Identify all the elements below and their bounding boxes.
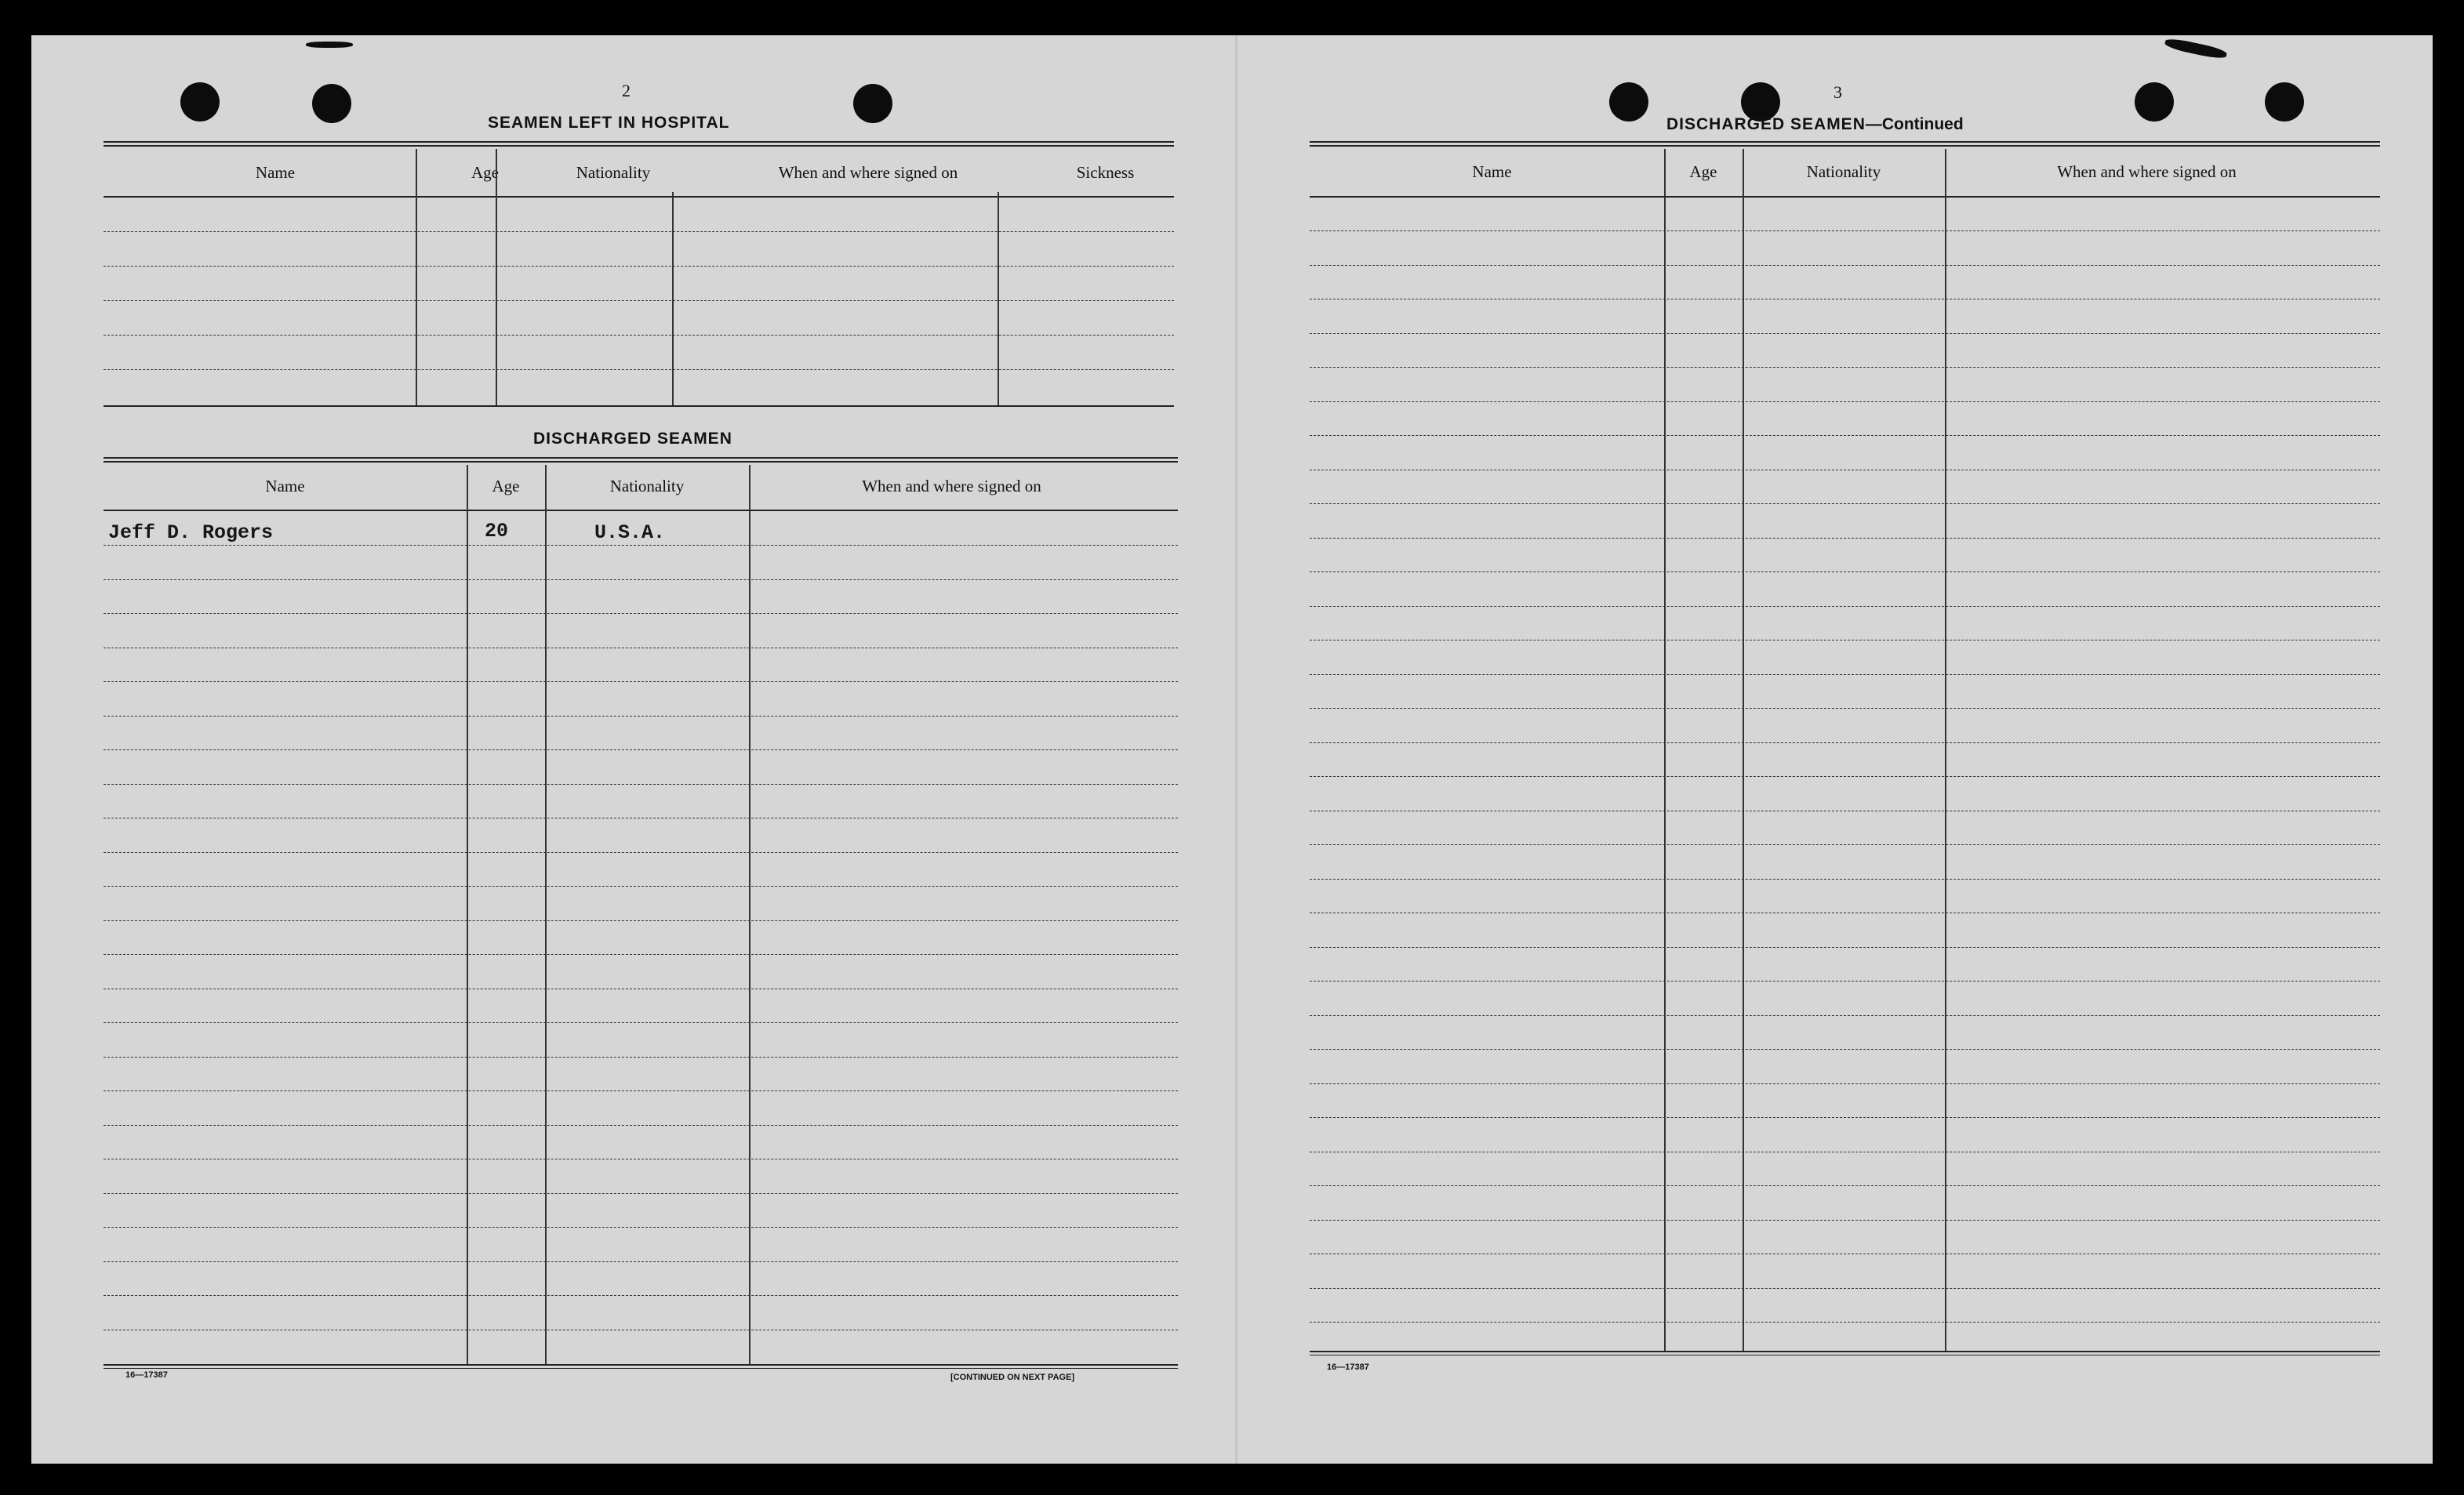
seaman-name: Jeff D. Rogers [108, 521, 274, 544]
ruled-line [1310, 879, 2380, 880]
column-header: Age [471, 163, 499, 182]
column-header: When and where signed on [2057, 162, 2237, 181]
column-header: Nationality [576, 163, 651, 182]
column-header: Age [492, 477, 520, 495]
ruled-line [1310, 1322, 2380, 1323]
ruled-line [104, 266, 1174, 267]
column-header: Nationality [609, 477, 685, 495]
ruled-line [104, 1295, 1178, 1296]
ruled-line [1310, 1117, 2380, 1118]
ruled-line [104, 335, 1174, 336]
ruled-line [104, 369, 1174, 370]
ruled-line [104, 886, 1178, 887]
punch-hole [2265, 82, 2304, 122]
column-header: When and where signed on [862, 477, 1041, 495]
ruled-line [104, 545, 1178, 546]
ruled-line [1310, 1288, 2380, 1289]
ruled-line [1310, 606, 2380, 607]
ruled-line [1310, 674, 2380, 675]
ruled-line [1310, 503, 2380, 504]
punch-hole [1609, 82, 1648, 122]
page-number: 2 [622, 81, 631, 100]
ruled-line [1310, 742, 2380, 743]
ruled-line [1310, 333, 2380, 334]
ruled-line [1310, 981, 2380, 982]
discharged-continued-title [1666, 115, 1964, 134]
ruled-line [104, 613, 1178, 614]
ruled-line [104, 579, 1178, 580]
ruled-line [104, 716, 1178, 717]
ruled-line [1310, 435, 2380, 436]
form-number: 16—17387 [125, 1370, 168, 1380]
ruled-line [1310, 1049, 2380, 1050]
ruled-line [1310, 401, 2380, 402]
ruled-line [1310, 265, 2380, 266]
ruled-line [104, 1057, 1178, 1058]
seaman-age: 20 [485, 520, 509, 542]
ruled-line [104, 300, 1174, 301]
ink-blot [306, 42, 353, 48]
column-header: Name [265, 477, 305, 495]
column-header: Age [1689, 162, 1717, 181]
ink-blot [2164, 37, 2227, 60]
punch-hole [180, 82, 220, 122]
punch-hole [853, 84, 892, 123]
ruled-line [104, 954, 1178, 955]
ruled-line [1310, 776, 2380, 777]
column-header: Name [255, 163, 296, 182]
ruled-line [104, 920, 1178, 921]
ruled-line [104, 852, 1178, 853]
ruled-line [1310, 844, 2380, 845]
ruled-line [1310, 538, 2380, 539]
ruled-line [104, 681, 1178, 682]
ruled-line [104, 784, 1178, 785]
hospital-section-title: SEAMEN LEFT IN HOSPITAL [488, 114, 730, 132]
title-suffix: —Continued [1865, 115, 1964, 133]
column-header: Sickness [1076, 163, 1135, 182]
ruled-line [1310, 1220, 2380, 1221]
ruled-line [104, 1193, 1178, 1194]
ruled-line [1310, 367, 2380, 368]
ruled-line [1310, 947, 2380, 948]
ruled-line [104, 231, 1174, 232]
discharged-section-title: DISCHARGED SEAMEN [533, 430, 732, 448]
ruled-line [1310, 1015, 2380, 1016]
ruled-line [104, 1125, 1178, 1126]
ruled-line [1310, 1083, 2380, 1084]
ruled-line [1310, 1185, 2380, 1186]
form-number: 16—17387 [1327, 1363, 1369, 1372]
column-header: When and where signed on [778, 163, 958, 182]
ruled-line [104, 749, 1178, 750]
column-header: Name [1472, 162, 1512, 181]
ruled-line [104, 1261, 1178, 1262]
ruled-line [104, 1090, 1178, 1091]
ruled-line [1310, 230, 2380, 231]
document-sheet [31, 35, 2433, 1464]
seaman-nationality: U.S.A. [594, 521, 666, 544]
page-number: 3 [1833, 82, 1842, 102]
ruled-line [104, 1227, 1178, 1228]
ruled-line [104, 1022, 1178, 1023]
ruled-line [1310, 708, 2380, 709]
continued-note: [CONTINUED ON NEXT PAGE] [950, 1373, 1075, 1382]
punch-hole [2135, 82, 2174, 122]
title-text: DISCHARGED SEAMEN [1666, 115, 1866, 133]
column-header: Nationality [1806, 162, 1881, 181]
punch-hole [312, 84, 351, 123]
center-fold [1235, 35, 1237, 1464]
